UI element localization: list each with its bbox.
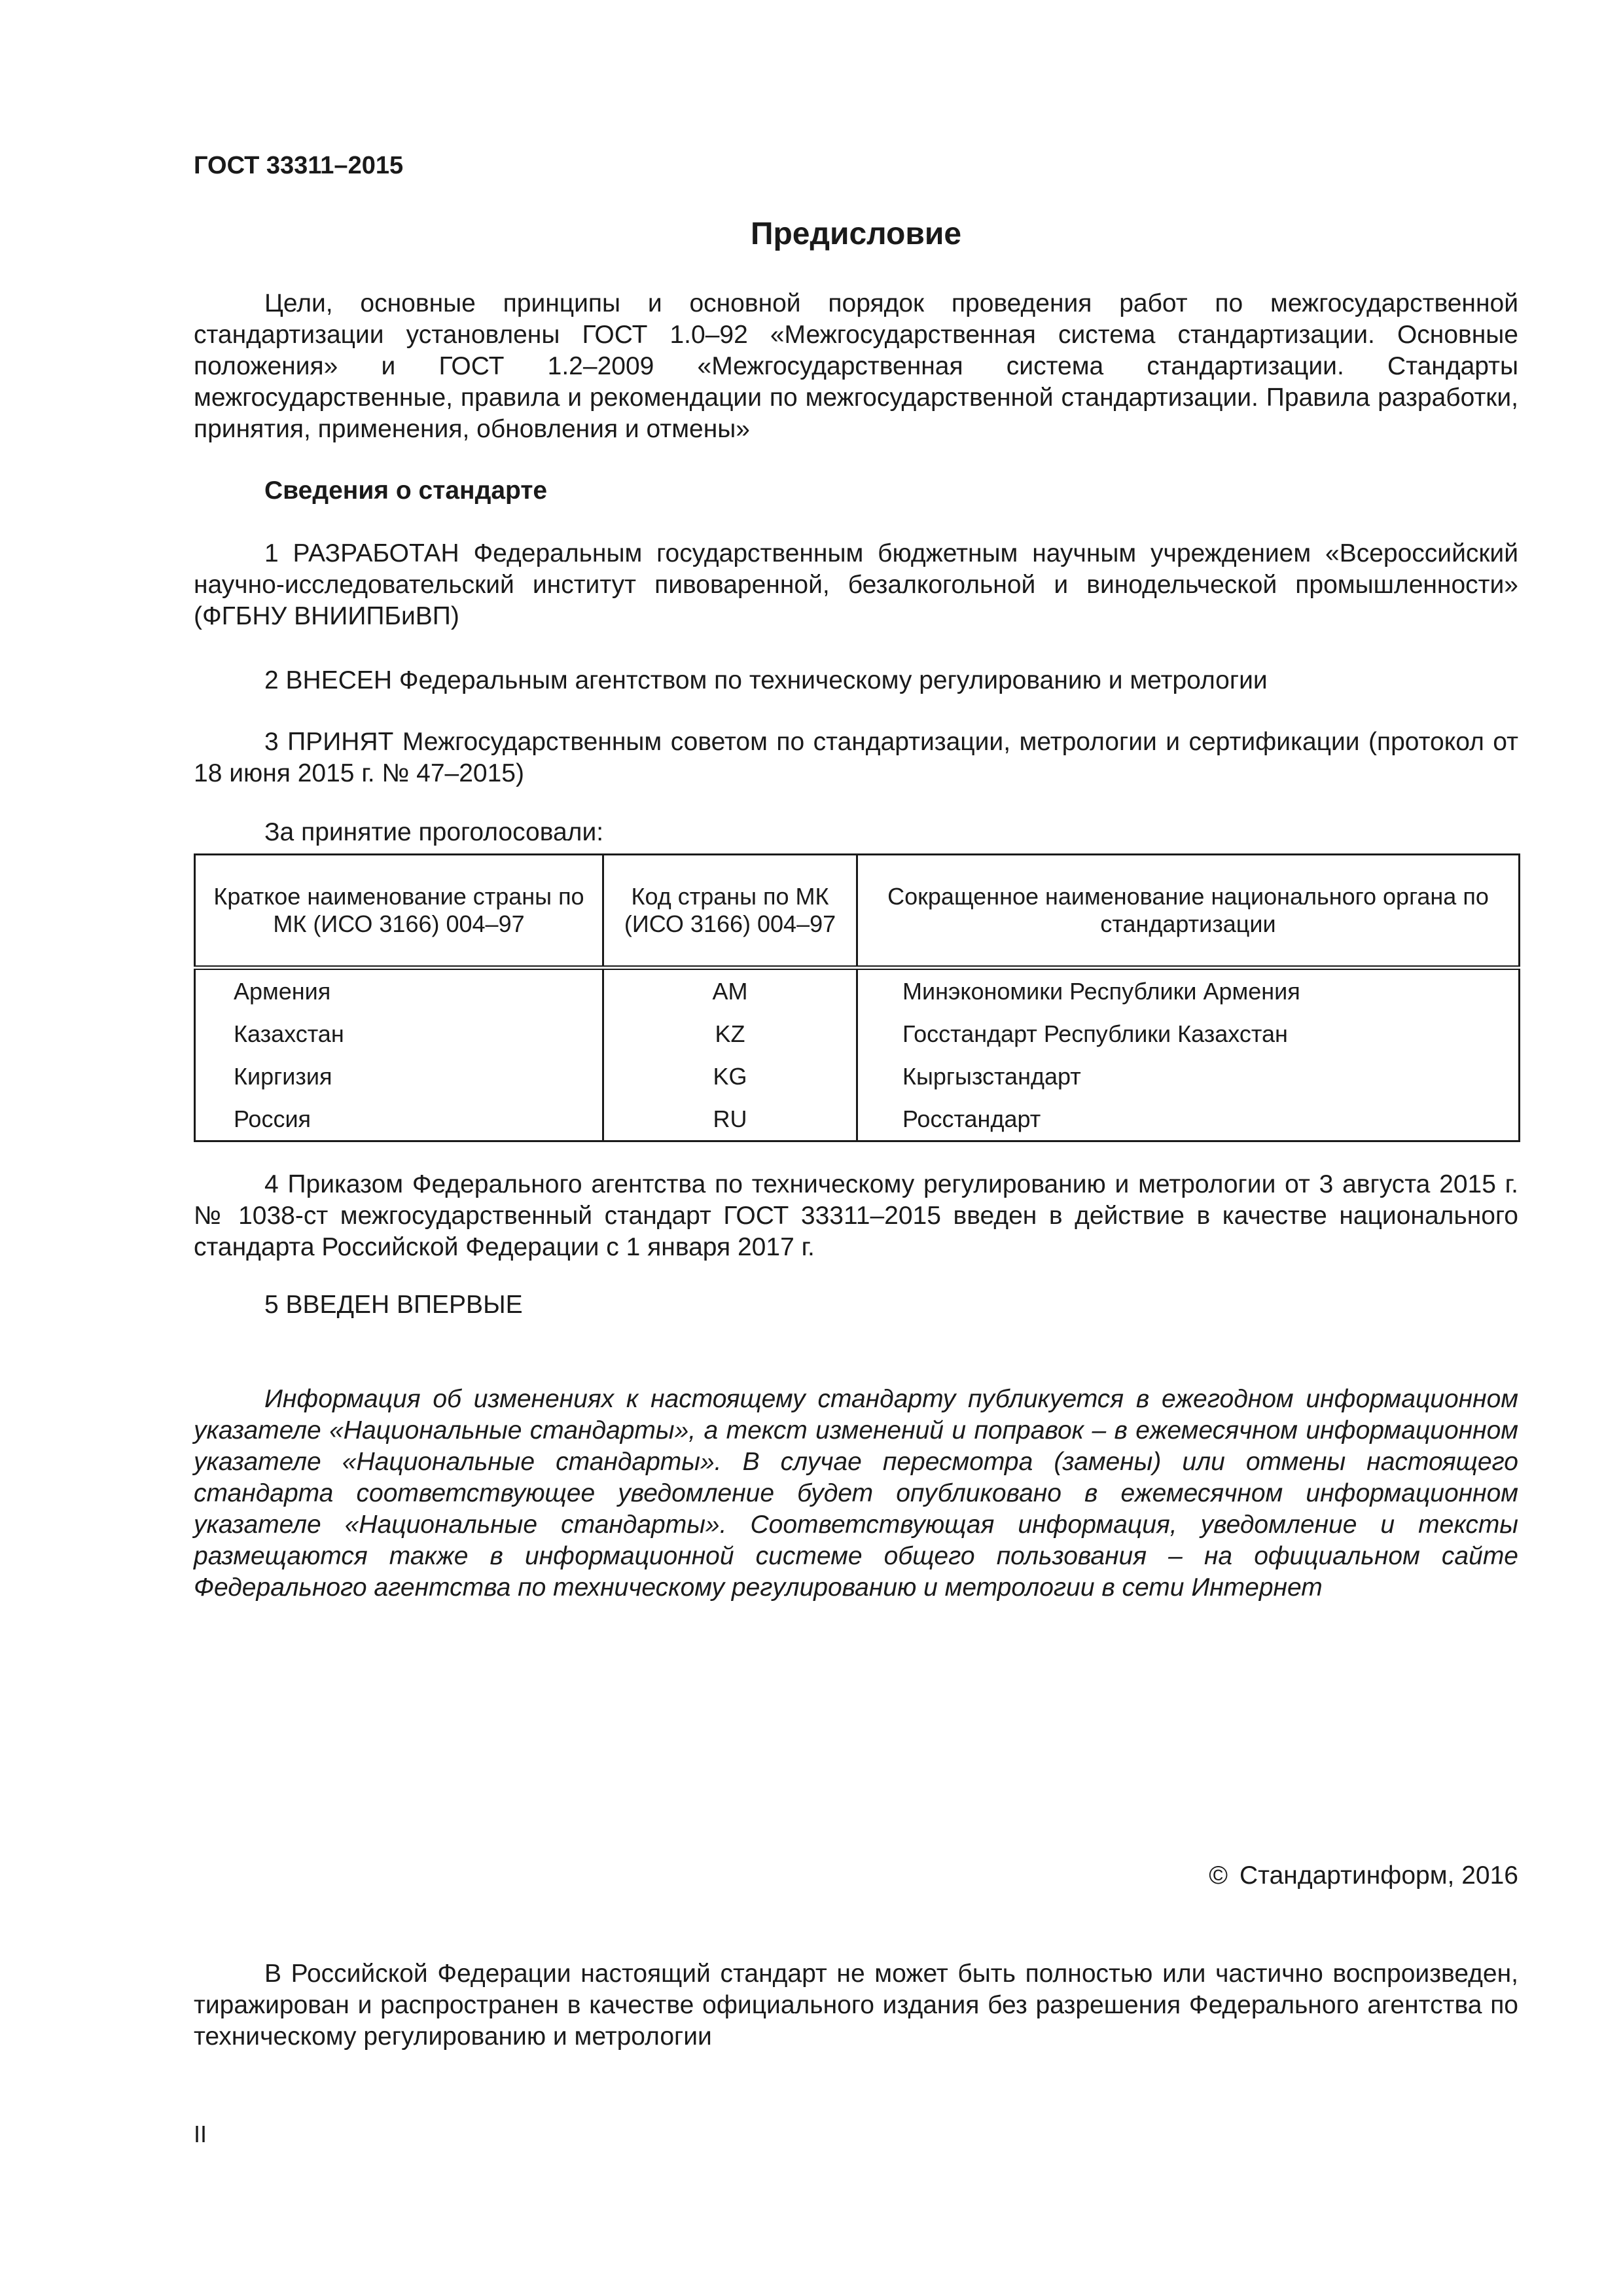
item-1-paragraph: 1 РАЗРАБОТАН Федеральным государственным бюджетным научным учреждением «Всероссийский научно-исследовательский институт пивоваренной, безалкогольной и винодельческой промышленности» (ФГБНУ ВНИИПБиВП) (194, 539, 1518, 630)
item-3-paragraph: 3 ПРИНЯТ Межгосударственным советом по стандартизации, метрологии и сертификации (протокол от 18 июня 2015 г. № 47–2015) (194, 728, 1518, 787)
body-cell: Кыргызстандарт (857, 1055, 1520, 1098)
copyright-text: Стандартинформ, 2016 (1240, 1861, 1518, 1890)
page-title: Предисловие (750, 217, 962, 251)
intro-paragraph: Цели, основные принципы и основной порядок проведения работ по межгосударственной стандартизации установлены ГОСТ 1.0–92 «Межгосударственная система стандартизации. Основные положения» и ГОСТ 1.2–2009 «Межгосударственная система стандартизации. Стандарты межгосударственные, правила и рекомендации по межгосударственной стандартизации. Правила разработки, принятия, применения, обновления и отмены» (194, 289, 1518, 443)
table-row (195, 1013, 1520, 1055)
item-4-paragraph: 4 Приказом Федерального агентства по техническому регулированию и метрологии от 3 августа 2015 г. № 1038-ст межгосударственный стандарт ГОСТ 33311–2015 введен в действие в качестве национального стандарта Российской Федерации с 1 января 2017 г. (194, 1170, 1518, 1261)
item-5-paragraph: 5 ВВЕДЕН ВПЕРВЫЕ (264, 1291, 523, 1319)
page-number: II (194, 2121, 207, 2147)
column-header-code: Код страны по МК (ИСО 3166) 004–97 (603, 855, 857, 968)
country-cell: Киргизия (195, 1055, 603, 1098)
document-code: ГОСТ 33311–2015 (194, 152, 404, 179)
notice-paragraph: Информация об изменениях к настоящему стандарту публикуется в ежегодном информационном указателе «Национальные стандарты», а текст изменений и поправок – в ежемесячном информационном указателе «Национальные стандарты». В случае пересмотра (замены) или отмены настоящего стандарта соответствующее уведомление будет опубликовано в ежемесячном информационном указателе «Национальные стандарты». Соответствующая информация, уведомление и тексты размещаются также в информационной системе общего пользования – на официальном сайте Федерального агентства по техническому регулированию и метрологии в сети Интернет (194, 1385, 1518, 1602)
country-cell: Казахстан (195, 1013, 603, 1055)
info-heading: Сведения о стандарте (264, 476, 548, 505)
vote-label: За принятие проголосовали: (264, 818, 604, 846)
column-header-body: Сокращенное наименование национального органа по стандартизации (857, 855, 1520, 968)
body-cell: Росстандарт (857, 1098, 1520, 1141)
table-row (195, 1098, 1520, 1141)
item-2-paragraph: 2 ВНЕСЕН Федеральным агентством по техническому регулированию и метрологии (264, 666, 1268, 694)
table-header-row (195, 855, 1520, 968)
copyright (1209, 1861, 1518, 1890)
table-row (195, 1055, 1520, 1098)
column-header-country: Краткое наименование страны по МК (ИСО 3166) 004–97 (195, 855, 603, 968)
copyright-symbol: © (1209, 1861, 1228, 1890)
code-cell: AM (603, 968, 857, 1013)
code-cell: KG (603, 1055, 857, 1098)
country-cell: Россия (195, 1098, 603, 1141)
body-cell: Минэкономики Республики Армения (857, 968, 1520, 1013)
code-cell: RU (603, 1098, 857, 1141)
body-cell: Госстандарт Республики Казахстан (857, 1013, 1520, 1055)
table-row (195, 968, 1520, 1013)
code-cell: KZ (603, 1013, 857, 1055)
rights-paragraph: В Российской Федерации настоящий стандарт не может быть полностью или частично воспроизведен, тиражирован и распространен в качестве официального издания без разрешения Федерального агентства по техническому регулированию и метрологии (194, 1960, 1518, 2051)
country-cell: Армения (195, 968, 603, 1013)
voting-table (194, 853, 1520, 1142)
